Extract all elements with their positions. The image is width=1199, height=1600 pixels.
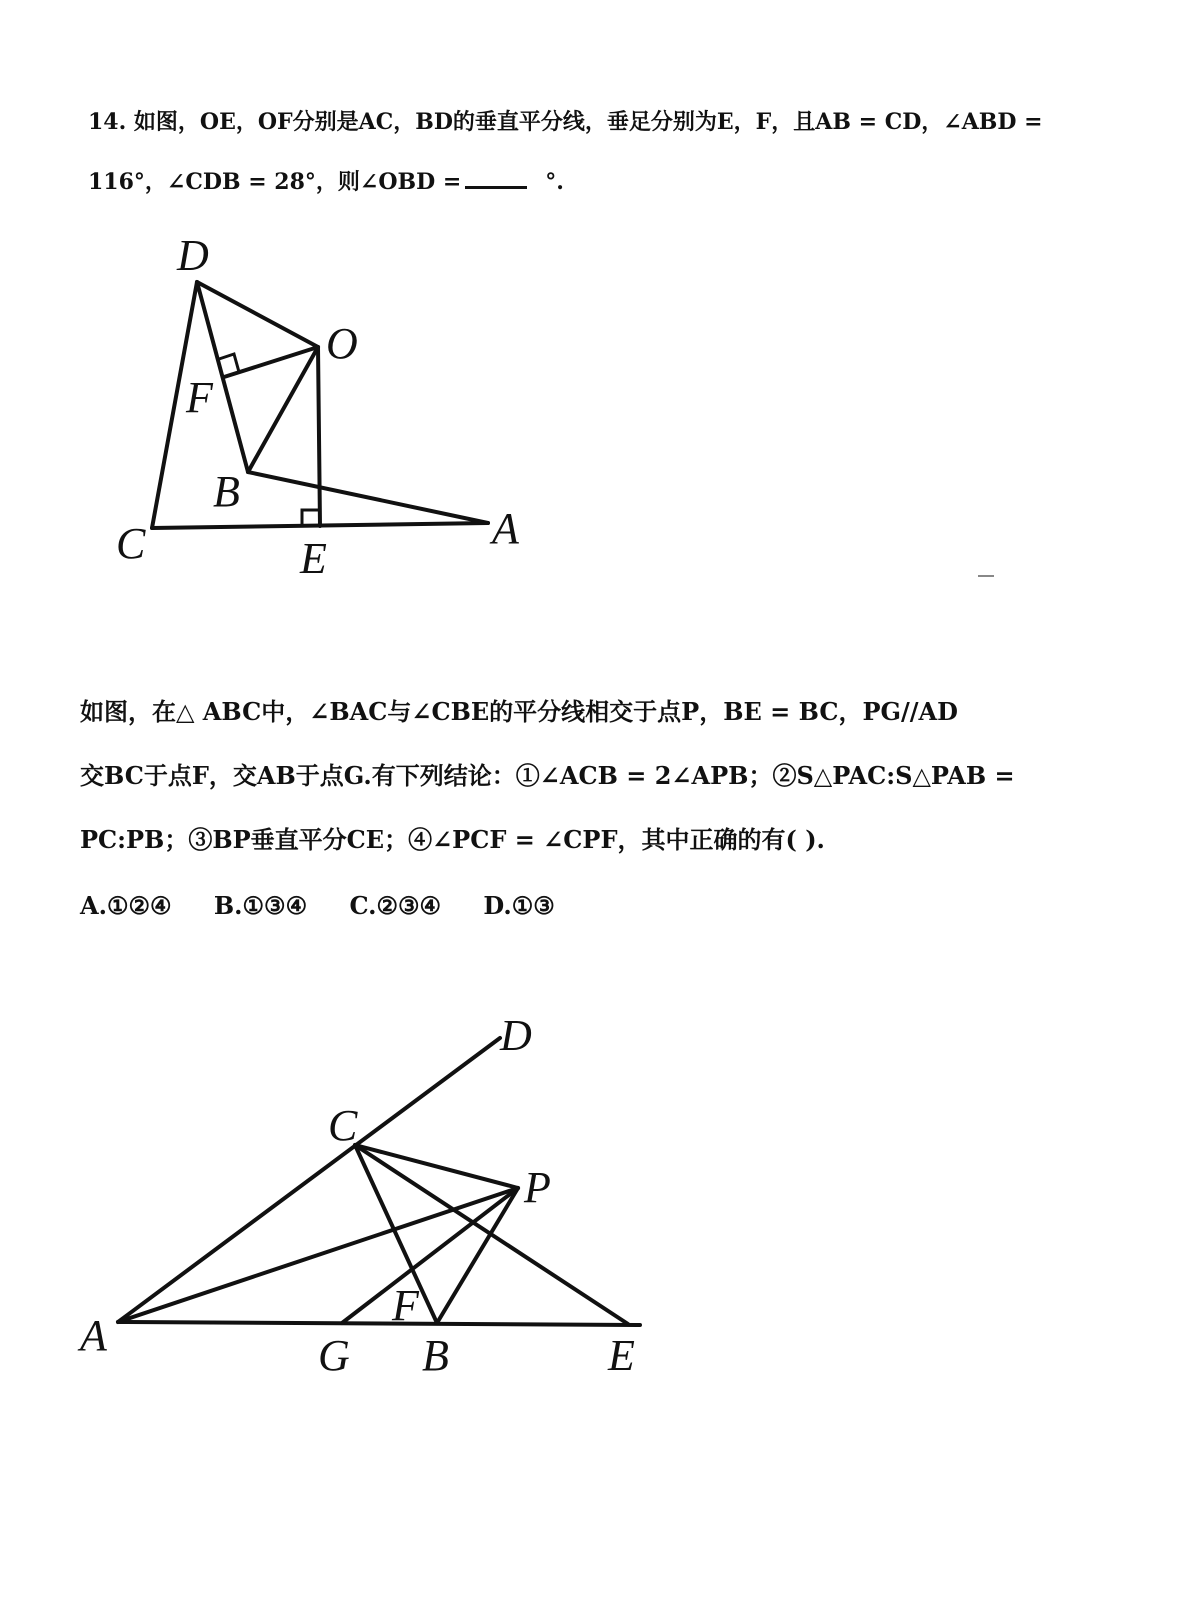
label-E: E bbox=[300, 534, 327, 583]
label-P: P bbox=[524, 1163, 551, 1212]
label-B: B bbox=[213, 467, 240, 516]
question-2-line-2: 交BC于点F，交AB于点G.有下列结论：①∠ACB = 2∠APB；②S△PAC:S△PAB = bbox=[80, 761, 1015, 790]
choice-a-letter: A. bbox=[80, 891, 107, 920]
choice-b-letter: B. bbox=[213, 891, 243, 920]
choice-d-letter: D. bbox=[483, 891, 512, 920]
stray-mark bbox=[978, 575, 994, 577]
label-E: E bbox=[608, 1331, 635, 1380]
choice-c-letter: C. bbox=[349, 891, 377, 920]
label-D: D bbox=[177, 231, 209, 280]
segment-PG bbox=[342, 1188, 518, 1323]
segment-AD bbox=[118, 1038, 500, 1322]
question-14-line-2-text: 116°，∠CDB = 28°，则∠OBD = bbox=[88, 169, 462, 195]
label-C: C bbox=[116, 519, 146, 568]
choice-c-text: ②③④ bbox=[376, 891, 442, 920]
label-B: B bbox=[422, 1331, 449, 1380]
question-14-line-1: 14. 如图，OE，OF分别是AC，BD的垂直平分线，垂足分别为E，F，且AB = CD，∠ABD = bbox=[88, 109, 1043, 135]
segment-AP bbox=[118, 1188, 518, 1322]
label-D: D bbox=[500, 1011, 532, 1060]
segment-AE bbox=[118, 1322, 640, 1325]
choice-a-text: ①②④ bbox=[106, 891, 172, 920]
label-A: A bbox=[492, 504, 519, 553]
degree-suffix: °. bbox=[545, 169, 564, 195]
question-2-line-3: PC:PB；③BP垂直平分CE；④∠PCF = ∠CPF，其中正确的有( ). bbox=[80, 825, 825, 854]
choice-d-text: ①③ bbox=[511, 891, 555, 920]
segment-CP bbox=[355, 1145, 518, 1188]
label-F: F bbox=[392, 1281, 419, 1330]
label-F: F bbox=[186, 373, 213, 422]
label-O: O bbox=[326, 319, 358, 368]
question-2-line-1: 如图，在△ ABC中，∠BAC与∠CBE的平分线相交于点P，BE = BC，PG//AD bbox=[80, 697, 958, 726]
label-A: A bbox=[80, 1311, 107, 1360]
choice-b-text: ①③④ bbox=[242, 891, 308, 920]
label-C: C bbox=[328, 1101, 358, 1150]
label-G: G bbox=[318, 1331, 350, 1380]
